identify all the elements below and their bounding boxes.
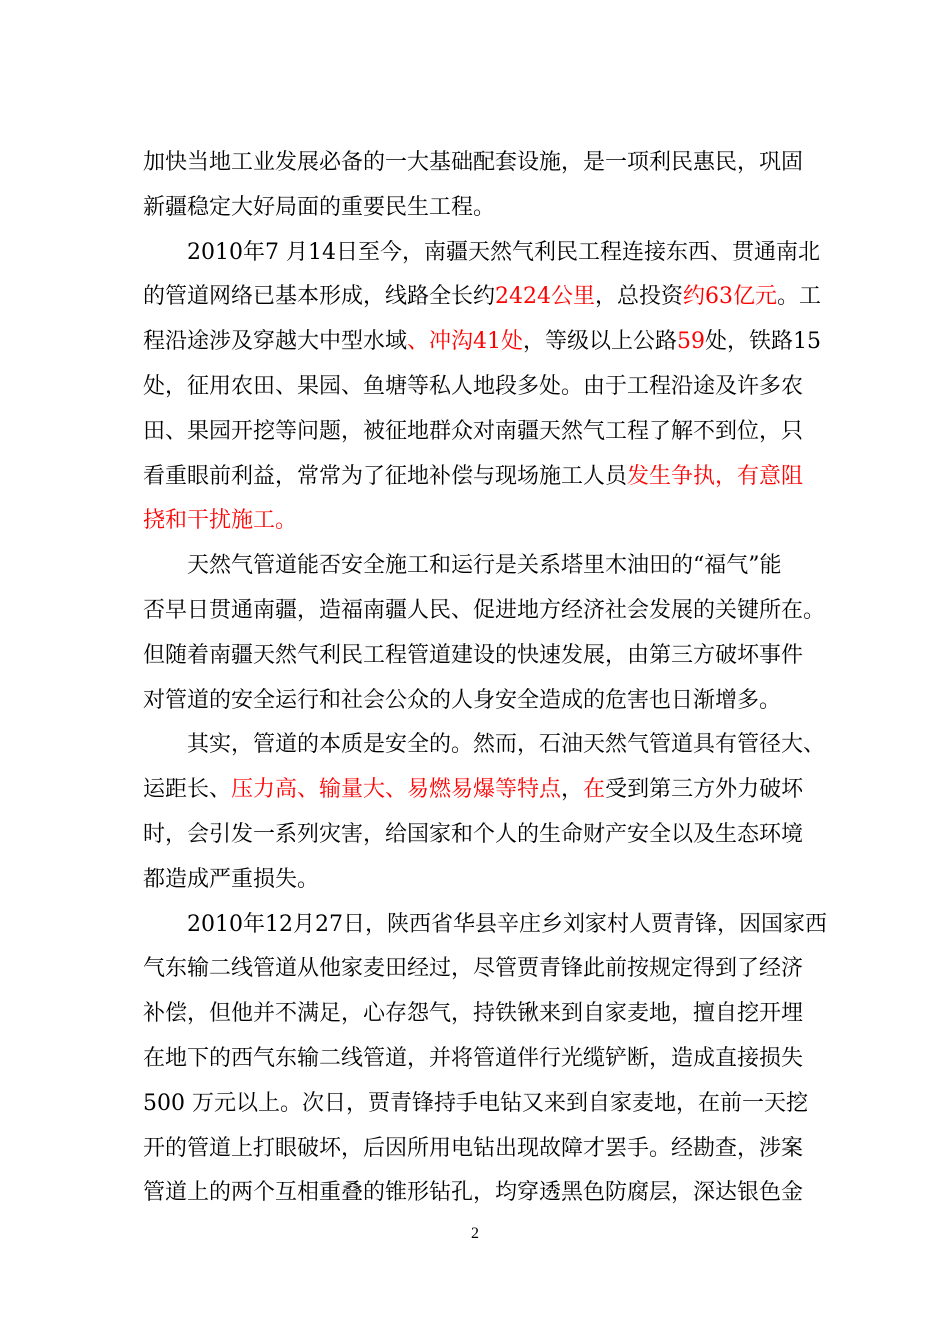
text-line: 程沿途涉及穿越大中型水域、冲沟41处，等级以上公路59处，铁路15 bbox=[143, 329, 822, 355]
highlighted-text: 59 bbox=[677, 329, 706, 355]
highlighted-text: 、冲沟41处 bbox=[407, 329, 524, 355]
text-line: 新疆稳定大好局面的重要民生工程。 bbox=[143, 194, 496, 220]
highlighted-text: 约63亿元 bbox=[683, 284, 778, 310]
highlighted-text: 发生争执，有意阻 bbox=[627, 463, 804, 489]
paragraph bbox=[143, 231, 822, 545]
paragraph bbox=[143, 141, 815, 231]
text-line: 对管道的安全运行和社会公众的人身安全造成的危害也日渐增多。 bbox=[143, 687, 782, 713]
paragraph bbox=[143, 723, 826, 902]
highlighted-text: 挠和干扰施工。 bbox=[143, 508, 298, 534]
text-line: 处，征用农田、果园、鱼塘等私人地段多处。由于工程沿途及许多农 bbox=[143, 373, 804, 399]
text-line: 的管道网络已基本形成，线路全长约2424公里，总投资约63亿元。工 bbox=[143, 284, 822, 310]
highlighted-text: 在 bbox=[583, 777, 606, 803]
text-line: 管道上的两个互相重叠的锥形钻孔，均穿透黑色防腐层，深达银色金 bbox=[143, 1180, 804, 1206]
text-line: 在地下的西气东输二线管道，并将管道伴行光缆铲断，造成直接损失 bbox=[143, 1045, 804, 1071]
text-line: 都造成严重损失。 bbox=[143, 866, 320, 892]
text-line: 500 万元以上。次日，贾青锋持手电钻又来到自家麦地，在前一天挖 bbox=[143, 1090, 808, 1116]
paragraph bbox=[143, 903, 827, 1217]
page-number: 2 bbox=[471, 1225, 479, 1242]
document-body bbox=[143, 141, 827, 1216]
text-line bbox=[143, 499, 815, 544]
text-line: 开的管道上打眼破坏，后因所用电钻出现故障才罢手。经勘查，涉案 bbox=[143, 1135, 804, 1161]
text-line: 补偿，但他并不满足，心存怨气，持铁锹来到自家麦地，擅自挖开埋 bbox=[143, 1001, 804, 1027]
text-line: 其实，管道的本质是安全的。然而，石油天然气管道具有管径大、 bbox=[187, 732, 826, 758]
paragraph bbox=[143, 544, 826, 723]
text-line: 加快当地工业发展必备的一大基础配套设施，是一项利民惠民，巩固 bbox=[143, 150, 804, 175]
text-line: 否早日贯通南疆，造福南疆人民、促进地方经济社会发展的关键所在。 bbox=[143, 597, 826, 623]
text-line: 天然气管道能否安全施工和运行是关系塔里木油田的“福气”能 bbox=[187, 553, 782, 579]
highlighted-text: 压力高、输量大、易燃易爆等特点 bbox=[231, 777, 562, 803]
text-line: 运距长、压力高、输量大、易燃易爆等特点，在受到第三方外力破坏 bbox=[143, 777, 804, 803]
text-line: 2010年7 月14日至今，南疆天然气利民工程连接东西、贯通南北 bbox=[187, 239, 820, 265]
text-line: 2010年12月27日，陕西省华县辛庄乡刘家村人贾青锋，因国家西 bbox=[187, 911, 827, 937]
text-line: 时，会引发一系列灾害，给国家和个人的生命财产安全以及生态环境 bbox=[143, 821, 804, 847]
text-line: 看重眼前利益，常常为了征地补偿与现场施工人员发生争执，有意阻 bbox=[143, 463, 804, 489]
text-line: 气东输二线管道从他家麦田经过，尽管贾青锋此前按规定得到了经济 bbox=[143, 956, 804, 982]
highlighted-text: 2424公里 bbox=[495, 284, 596, 310]
text-line: 但随着南疆天然气利民工程管道建设的快速发展，由第三方破坏事件 bbox=[143, 642, 804, 668]
text-line: 田、果园开挖等问题，被征地群众对南疆天然气工程了解不到位，只 bbox=[143, 418, 804, 444]
